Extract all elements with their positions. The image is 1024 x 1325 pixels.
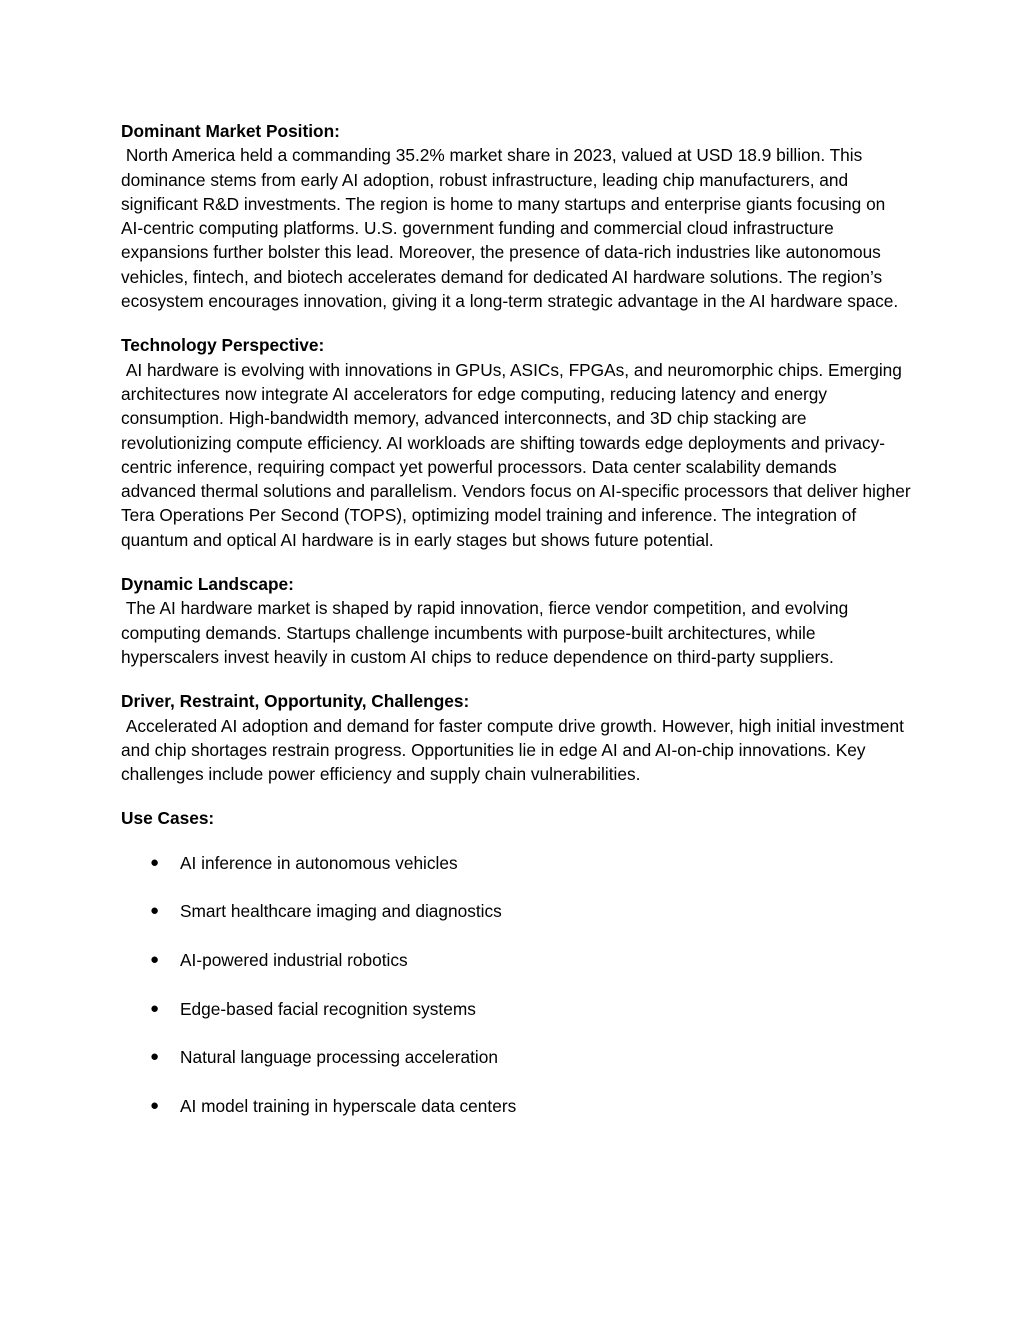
section-heading: Technology Perspective: bbox=[121, 335, 325, 356]
list-item bbox=[121, 851, 911, 875]
list-item-text: Edge-based facial recognition systems bbox=[180, 998, 476, 1019]
section-use-cases bbox=[121, 806, 911, 1118]
bullet-icon: ● bbox=[150, 902, 160, 920]
use-cases-list bbox=[121, 851, 911, 1118]
section-heading: Driver, Restraint, Opportunity, Challenges: bbox=[121, 691, 470, 712]
bullet-icon: ● bbox=[150, 999, 160, 1017]
section-body-text: The AI hardware market is shaped by rapid innovation, fierce vendor competition, and evolving computing demands. Startups challenge incumbents with purpose-built architectures, while hyperscalers invest heavily in custom AI chips to reduce dependence on third-party suppliers. bbox=[121, 598, 849, 667]
section-technology-perspective bbox=[121, 333, 911, 552]
section-dominant-market-position bbox=[121, 119, 911, 313]
section-heading: Dominant Market Position: bbox=[121, 121, 340, 141]
list-item bbox=[121, 899, 911, 923]
bullet-icon: ● bbox=[150, 950, 160, 968]
section-heading: Use Cases: bbox=[121, 808, 215, 829]
section-body-text: North America held a commanding 35.2% market share in 2023, valued at USD 18.9 billion. This dominance stems from early AI adoption, robust infrastructure, leading chip manufacturers, and significant R&D investments. The region is home to many startups and enterprise giants focusing on AI-centric computing platforms. U.S. government funding and commercial cloud infrastructure expansions further bolster this lead. Moreover, the presence of data-rich industries like autonomous vehicles, fintech, and biotech accelerates demand for dedicated AI hardware solutions. The region’s ecosystem encourages innovation, giving it a long-term strategic advantage in the AI hardware space. bbox=[121, 145, 899, 312]
bullet-icon: ● bbox=[150, 1048, 160, 1066]
list-item-text: Smart healthcare imaging and diagnostics bbox=[180, 901, 502, 922]
section-body bbox=[121, 714, 911, 787]
section-body bbox=[121, 596, 911, 669]
section-body-text: AI hardware is evolving with innovations in GPUs, ASICs, FPGAs, and neuromorphic chips. Emerging architectures now integrate AI accelerators for edge computing, reducing latency and energy consumption. High-bandwidth memory, advanced interconnects, and 3D chip stacking are revolutionizing compute efficiency. AI workloads are shifting towards edge deployments and privacy-centric inference, requiring compact yet powerful processors. Data center scalability demands advanced thermal solutions and parallelism. Vendors focus on AI-specific processors that deliver higher Tera Operations Per Second (TOPS), optimizing model training and inference. The integration of quantum and optical AI hardware is in early stages but shows future potential. bbox=[121, 359, 911, 550]
list-item-text: Natural language processing acceleration bbox=[180, 1047, 498, 1068]
list-item bbox=[121, 1045, 911, 1069]
list-item-text: AI model training in hyperscale data centers bbox=[180, 1095, 517, 1116]
list-item-text: AI inference in autonomous vehicles bbox=[180, 852, 458, 873]
bullet-icon: ● bbox=[150, 853, 160, 871]
section-dynamic-landscape bbox=[121, 572, 911, 669]
document-page bbox=[121, 119, 911, 1138]
list-item bbox=[121, 997, 911, 1021]
section-body-text: Accelerated AI adoption and demand for faster compute drive growth. However, high initial investment and chip shortages restrain progress. Opportunities lie in edge AI and AI-on-chip innovations. Key challenges include power efficiency and supply chain vulnerabilities. bbox=[121, 715, 904, 785]
list-item-text: AI-powered industrial robotics bbox=[180, 949, 408, 970]
section-body bbox=[121, 358, 911, 552]
list-item bbox=[121, 948, 911, 972]
list-item bbox=[121, 1094, 911, 1118]
bullet-icon: ● bbox=[150, 1096, 160, 1114]
section-drivers-restraints bbox=[121, 689, 911, 786]
section-body bbox=[121, 143, 911, 313]
section-heading: Dynamic Landscape: bbox=[121, 574, 294, 595]
